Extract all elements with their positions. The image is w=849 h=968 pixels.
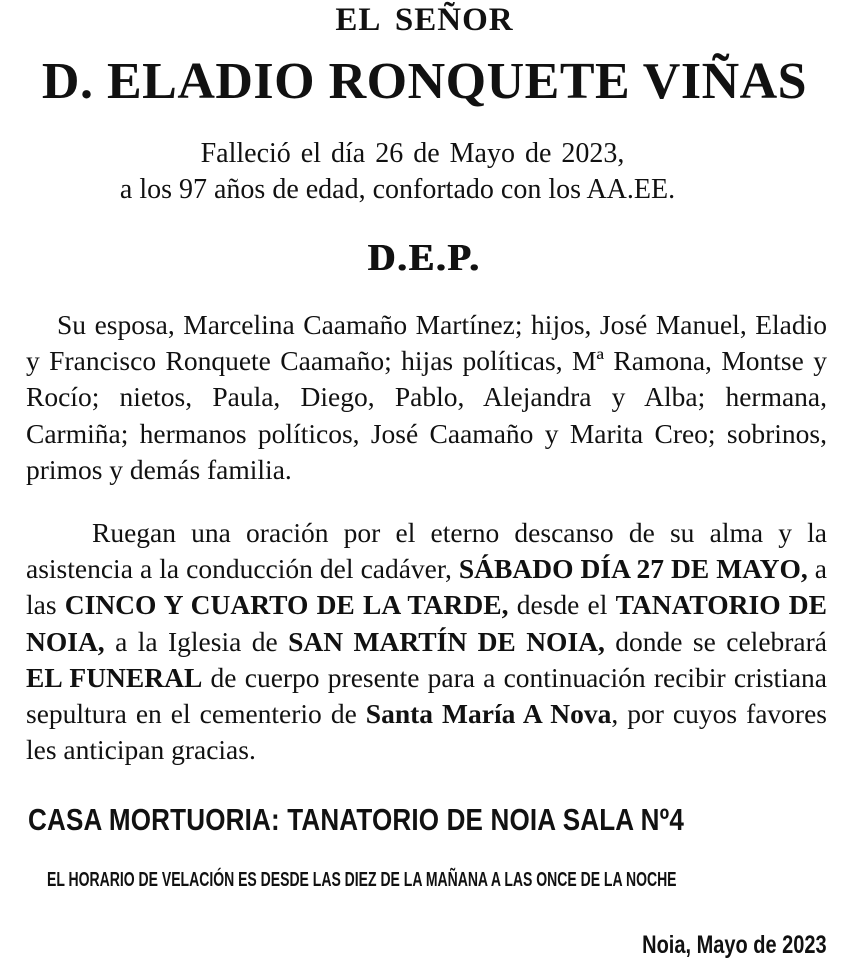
death-age-line: a los 97 años de edad, confortado con los AA.EE. [119, 174, 676, 205]
prayer-text: a las [26, 553, 827, 621]
prayer-text: donde se celebrará [604, 625, 828, 657]
death-date-line: Falleció el día 26 de Mayo de 2023, [200, 138, 625, 169]
prayer-text: desde el [508, 589, 616, 621]
prayer-text: , por cuyos favores les anticipan gracias. [26, 698, 827, 766]
honorific-title: EL SEÑOR [335, 2, 514, 38]
funeral-origin-bold: TANATORIO DE NOIA, [26, 589, 827, 657]
visiting-hours-line: EL HORARIO DE VELACIÓN ES DESDE LAS DIEZ DE LA MAÑANA A LAS ONCE DE LA NOCHE [47, 869, 677, 891]
prayer-text: de cuerpo presente para a continuación recibir cristiana sepultura en el cementerio de [26, 661, 827, 730]
funeral-time-bold: CINCO Y CUARTO DE LA TARDE, [64, 589, 509, 621]
deceased-name: D. ELADIO RONQUETE VIÑAS [41, 53, 808, 110]
funeral-bold: EL FUNERAL [26, 661, 203, 693]
funeral-details-paragraph [26, 515, 827, 768]
church-name-bold: SAN MARTÍN DE NOIA, [288, 625, 605, 657]
funeral-day-bold: SÁBADO DÍA 27 DE MAYO, [458, 553, 808, 585]
place-date-signature: Noia, Mayo de 2023 [642, 931, 827, 959]
cemetery-name-bold: Santa María A Nova [365, 698, 612, 730]
family-paragraph: Su esposa, Marcelina Caamaño Martínez; hijos, José Manuel, Eladio y Francisco Ronquete Caamaño; hijas políticas, Mª Ramona, Montse y Rocío; nietos, Paula, Diego, Pablo, Alejandra y Alba; hermana, Carmiña; hermanos políticos, José Caamaño y Marita Creo; sobrinos, primos y demás familia. [26, 309, 827, 485]
prayer-text: a la Iglesia de [104, 625, 289, 657]
dep-heading: D.E.P. [367, 237, 481, 279]
casa-mortuoria-line: CASA MORTUORIA: TANATORIO DE NOIA SALA Nº4 [28, 802, 684, 837]
prayer-text: Ruegan una oración por el eterno descanso de su alma y la asistencia a la conducción del cadáver, [26, 517, 827, 585]
